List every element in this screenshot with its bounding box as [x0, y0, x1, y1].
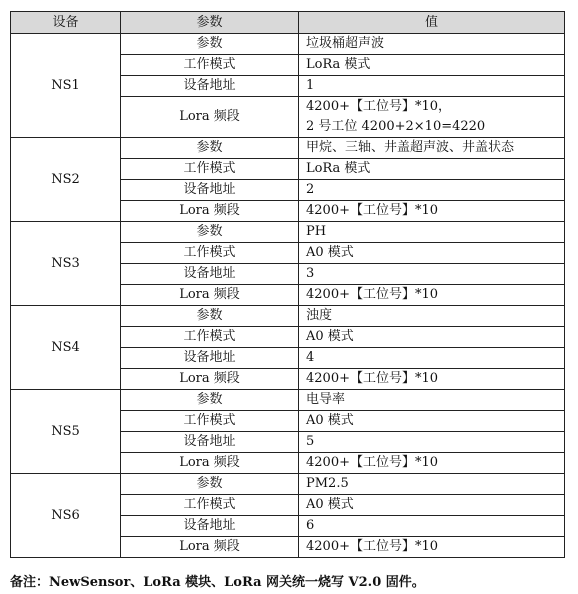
table-row — [11, 34, 565, 55]
parameter-label-cell: 设备地址 — [121, 76, 299, 97]
parameter-label-cell: 工作模式 — [121, 55, 299, 76]
parameter-label-cell: Lora 频段 — [121, 285, 299, 306]
value-cell: 4 — [299, 348, 565, 369]
table-row — [11, 306, 565, 327]
device-cell: NS2 — [11, 138, 121, 222]
value-cell: 1 — [299, 76, 565, 97]
parameter-label-cell: 设备地址 — [121, 516, 299, 537]
device-cell: NS1 — [11, 34, 121, 138]
value-cell: PH — [299, 222, 565, 243]
parameter-label-cell: 参数 — [121, 390, 299, 411]
value-cell: PM2.5 — [299, 474, 565, 495]
parameter-label-cell: 设备地址 — [121, 180, 299, 201]
device-config-table — [10, 11, 565, 558]
value-cell: 电导率 — [299, 390, 565, 411]
parameter-label-cell: 工作模式 — [121, 411, 299, 432]
value-cell: A0 模式 — [299, 495, 565, 516]
parameter-label-cell: Lora 频段 — [121, 97, 299, 138]
parameter-label-cell: 工作模式 — [121, 327, 299, 348]
table-row — [11, 474, 565, 495]
parameter-label-cell: Lora 频段 — [121, 537, 299, 558]
device-cell: NS5 — [11, 390, 121, 474]
value-cell: 浊度 — [299, 306, 565, 327]
value-cell: LoRa 模式 — [299, 55, 565, 76]
value-line: 2 号工位 4200+2×10=4220 — [306, 119, 486, 134]
parameter-label-cell: 设备地址 — [121, 348, 299, 369]
table-header-row — [11, 12, 565, 34]
device-cell: NS6 — [11, 474, 121, 558]
table-row — [11, 390, 565, 411]
parameter-label-cell: 工作模式 — [121, 243, 299, 264]
parameter-label-cell: 参数 — [121, 34, 299, 55]
value-cell: 垃圾桶超声波 — [299, 34, 565, 55]
device-cell: NS4 — [11, 306, 121, 390]
table-row — [11, 222, 565, 243]
value-cell — [299, 97, 565, 138]
footnote: 备注：NewSensor、LoRa 模块、LoRa 网关统一烧写 V2.0 固件。 — [10, 575, 425, 590]
value-cell: A0 模式 — [299, 327, 565, 348]
parameter-label-cell: 工作模式 — [121, 159, 299, 180]
table-row — [11, 138, 565, 159]
parameter-label-cell: 参数 — [121, 138, 299, 159]
parameter-label-cell: 参数 — [121, 306, 299, 327]
value-cell: 4200+【工位号】*10 — [299, 453, 565, 474]
device-cell: NS3 — [11, 222, 121, 306]
parameter-label-cell: Lora 频段 — [121, 453, 299, 474]
value-cell: 4200+【工位号】*10 — [299, 285, 565, 306]
value-cell: A0 模式 — [299, 243, 565, 264]
parameter-label-cell: 参数 — [121, 474, 299, 495]
parameter-label-cell: Lora 频段 — [121, 369, 299, 390]
parameter-label-cell: 工作模式 — [121, 495, 299, 516]
value-cell: A0 模式 — [299, 411, 565, 432]
value-cell: 2 — [299, 180, 565, 201]
parameter-label-cell: 设备地址 — [121, 264, 299, 285]
value-cell: 5 — [299, 432, 565, 453]
value-cell: 4200+【工位号】*10 — [299, 537, 565, 558]
table-body — [11, 34, 565, 558]
value-cell: 3 — [299, 264, 565, 285]
value-line: 4200+【工位号】*10， — [306, 99, 452, 114]
parameter-label-cell: 设备地址 — [121, 432, 299, 453]
value-cell: LoRa 模式 — [299, 159, 565, 180]
header-parameter: 参数 — [121, 12, 299, 34]
value-cell: 甲烷、三轴、井盖超声波、井盖状态 — [299, 138, 565, 159]
header-value: 值 — [299, 12, 565, 34]
header-device: 设备 — [11, 12, 121, 34]
value-cell: 4200+【工位号】*10 — [299, 201, 565, 222]
parameter-label-cell: 参数 — [121, 222, 299, 243]
value-cell: 4200+【工位号】*10 — [299, 369, 565, 390]
parameter-label-cell: Lora 频段 — [121, 201, 299, 222]
value-cell: 6 — [299, 516, 565, 537]
